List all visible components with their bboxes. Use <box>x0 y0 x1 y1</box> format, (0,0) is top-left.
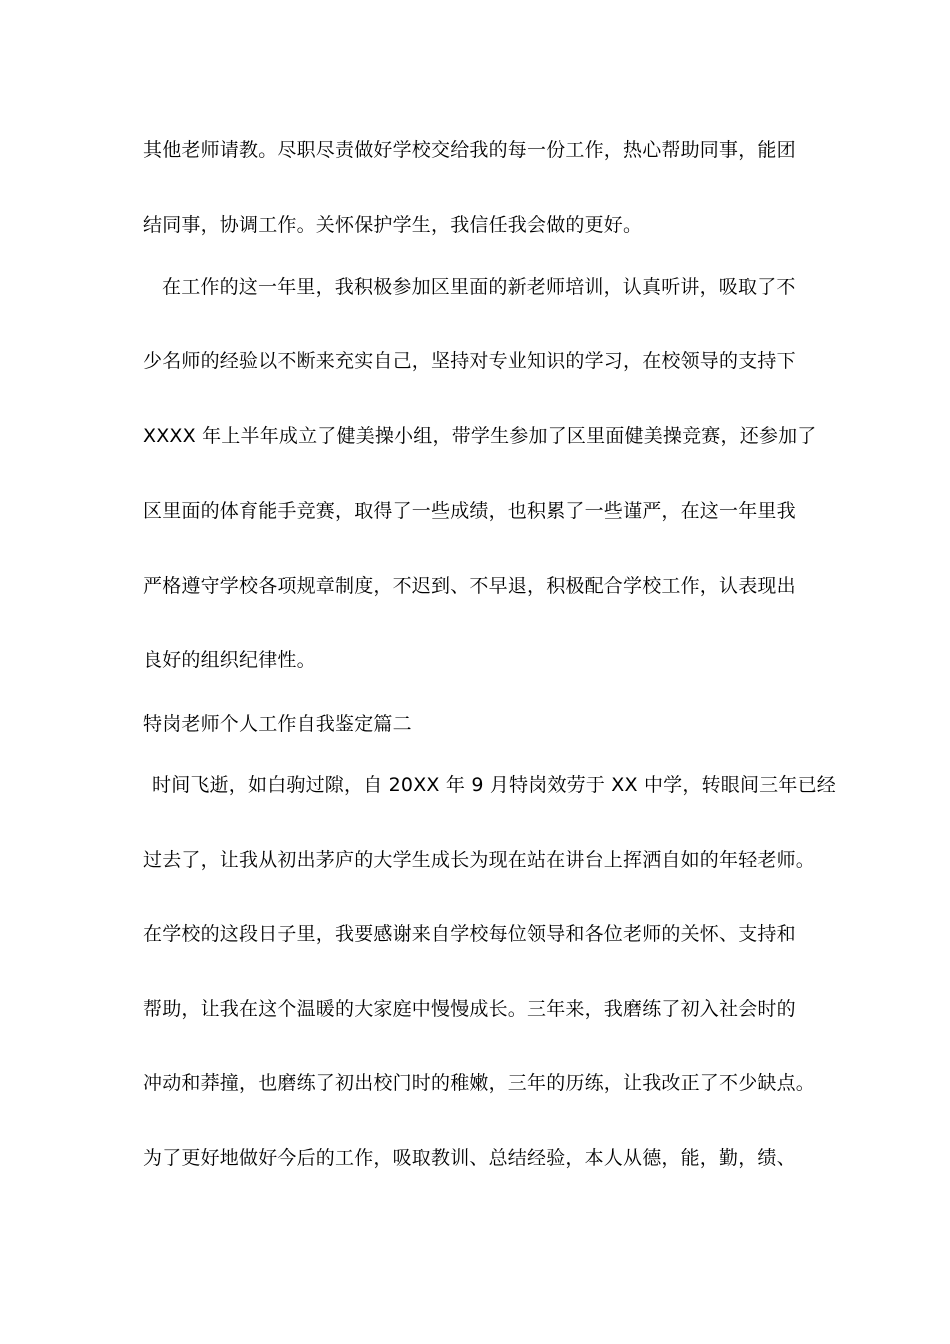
paragraph-line: 在工作的这一年里，我积极参加区里面的新老师培训，认真听讲，吸取了不 <box>162 276 796 298</box>
paragraph-line: 少名师的经验以不断来充实自己，坚持对专业知识的学习，在校领导的支持下 <box>143 350 796 372</box>
paragraph-line: 冲动和莽撞，也磨练了初出校门时的稚嫩，三年的历练，让我改正了不少缺点。 <box>143 1072 816 1094</box>
paragraph-line: 时间飞逝，如白驹过隙，自 20XX 年 9 月特岗效劳于 XX 中学，转眼间三年已经 <box>152 774 836 796</box>
paragraph-line: 在学校的这段日子里，我要感谢来自学校每位领导和各位老师的关怀、支持和 <box>143 923 796 945</box>
paragraph-line: 区里面的体育能手竞赛，取得了一些成绩，也积累了一些谨严，在这一年里我 <box>143 500 796 522</box>
paragraph-line: 过去了，让我从初出茅庐的大学生成长为现在站在讲台上挥洒自如的年轻老师。 <box>143 849 816 871</box>
paragraph-line: 结同事，协调工作。关怀保护学生，我信任我会做的更好。 <box>143 214 643 236</box>
paragraph-line: 良好的组织纪律性。 <box>143 649 316 671</box>
paragraph-line: 其他老师请教。尽职尽责做好学校交给我的每一份工作，热心帮助同事，能团 <box>143 139 796 161</box>
paragraph-line: XXXX 年上半年成立了健美操小组，带学生参加了区里面健美操竞赛，还参加了 <box>143 425 817 447</box>
section-heading: 特岗老师个人工作自我鉴定篇二 <box>143 713 412 735</box>
paragraph-line: 严格遵守学校各项规章制度，不迟到、不早退，积极配合学校工作，认表现出 <box>143 575 796 597</box>
paragraph-line: 为了更好地做好今后的工作，吸取教训、总结经验，本人从德，能，勤，绩、 <box>143 1147 796 1169</box>
paragraph-line: 帮助，让我在这个温暖的大家庭中慢慢成长。三年来，我磨练了初入社会时的 <box>143 998 796 1020</box>
